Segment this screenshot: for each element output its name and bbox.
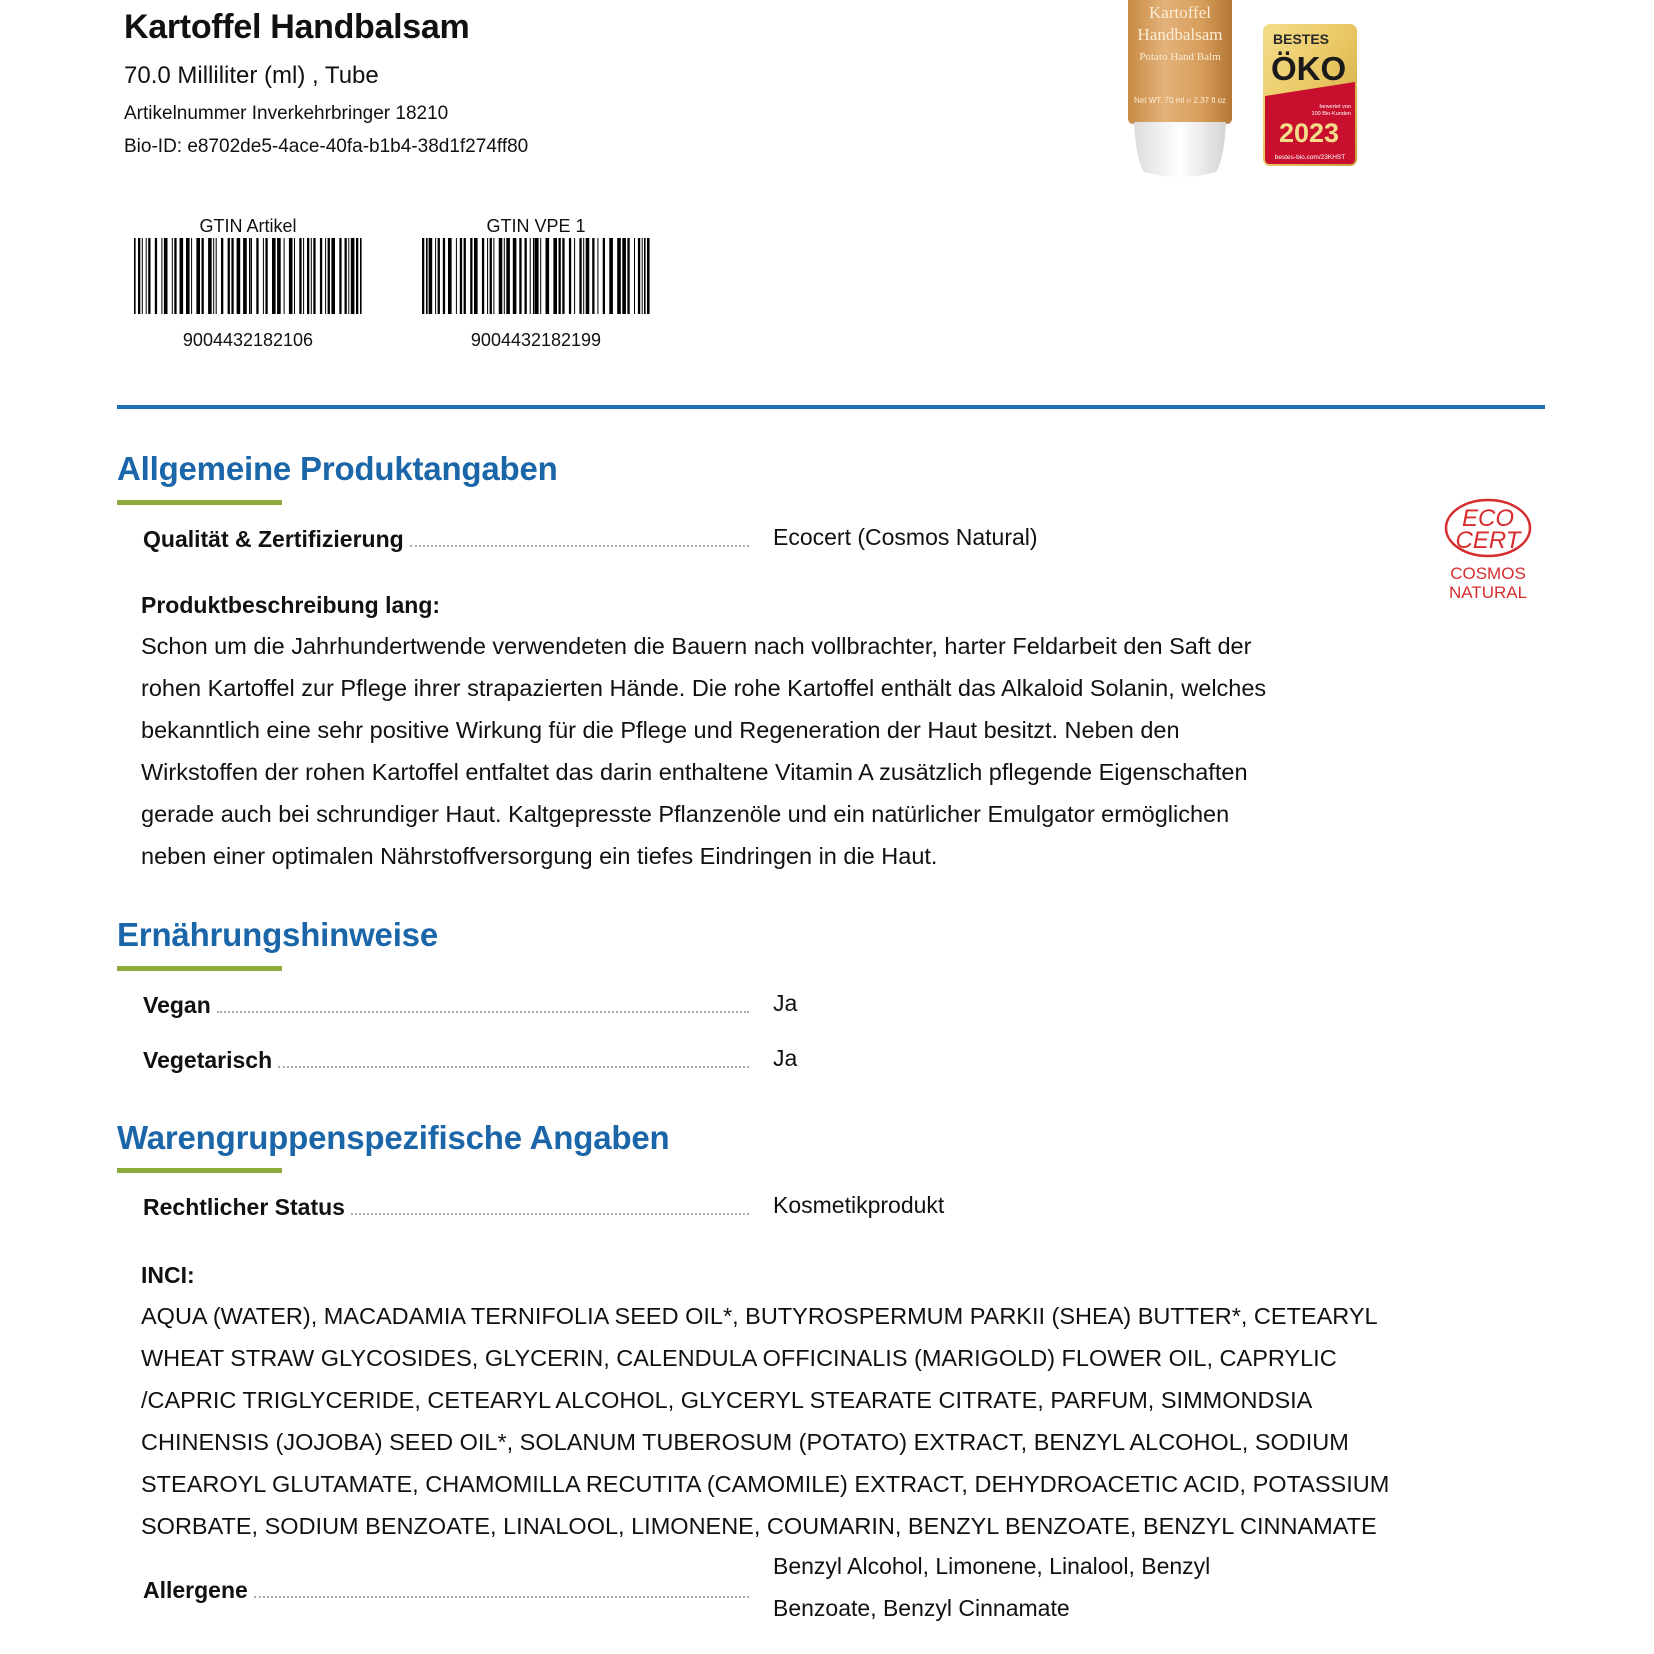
barcode-bar — [277, 238, 281, 314]
barcode-bar — [535, 238, 537, 314]
bestes-oeko-award-badge — [1263, 24, 1357, 166]
barcode-image — [134, 238, 362, 314]
product-title: Kartoffel Handbalsam — [124, 8, 470, 46]
barcode-bar — [180, 238, 184, 314]
barcode-bar — [579, 238, 581, 314]
dot-leader — [351, 1213, 749, 1215]
barcode-bar — [231, 238, 233, 314]
barcode-bar — [627, 238, 629, 314]
barcode-bar — [553, 238, 557, 314]
text-line: SORBATE, SODIUM BENZOATE, LINALOOL, LIMONENE, COUMARIN, BENZYL BENZOATE, BENZYL CINNAMATE — [141, 1513, 1377, 1539]
barcode-bar — [525, 238, 527, 314]
ecocert-logo — [1440, 498, 1536, 608]
barcode-bar — [320, 238, 322, 314]
product-size: 70.0 Milliliter (ml) , Tube — [124, 62, 379, 89]
barcode-bar — [487, 238, 488, 314]
barcode-bar — [470, 238, 472, 314]
barcode-bar — [530, 238, 531, 314]
barcode-bar — [134, 238, 136, 314]
field-vegetarian — [143, 1041, 749, 1073]
barcode-bar — [155, 238, 157, 314]
text-line: rohen Kartoffel zur Pflege ihrer strapazierten Hände. Die rohe Kartoffel enthält das Alkaloid Solanin, welches — [141, 675, 1267, 701]
barcode-bar — [360, 238, 362, 314]
barcode-bar — [331, 238, 335, 314]
field-label: Allergene — [143, 1577, 248, 1603]
field-label: Qualität & Zertifizierung — [143, 526, 404, 552]
barcode-bar — [289, 238, 293, 314]
award-text-3: bewertet von — [1319, 104, 1351, 110]
barcode-bar — [299, 238, 301, 314]
value-allergens — [773, 1545, 1210, 1629]
barcode-bar — [464, 238, 466, 314]
barcode-bar — [499, 238, 503, 314]
barcode-bar — [325, 238, 326, 314]
barcode-bar — [237, 238, 241, 314]
barcode-bar — [307, 238, 309, 314]
barcode-bar — [249, 238, 251, 314]
barcode-bar — [294, 238, 295, 314]
barcode-bar — [426, 238, 428, 314]
barcode-bar — [303, 238, 304, 314]
award-text-4: 100 Bio-Kunden — [1311, 111, 1351, 117]
barcode-bar — [490, 238, 492, 314]
barcode-bar — [456, 238, 457, 314]
barcode-bar — [569, 238, 571, 314]
barcode-bar — [202, 238, 204, 314]
barcode-bar — [348, 238, 349, 314]
text-line: WHEAT STRAW GLYCOSIDES, GLYCERIN, CALENDULA OFFICINALIS (MARIGOLD) FLOWER OIL, CAPRYLIC — [141, 1345, 1337, 1371]
heading-underline — [117, 500, 282, 505]
barcode-bar — [146, 238, 147, 314]
barcode-label: GTIN VPE 1 — [486, 216, 586, 236]
barcode-bar — [172, 238, 173, 314]
text-line: Benzyl Alcohol, Limonene, Linalool, Benzyl — [773, 1553, 1211, 1579]
header-divider — [117, 405, 1545, 409]
description-text — [141, 625, 1401, 877]
barcode-bar — [213, 238, 214, 314]
value-quality: Ecocert (Cosmos Natural) — [773, 524, 1038, 550]
text-line: Benzoate, Benzyl Cinnamate — [773, 1595, 1070, 1621]
inci-label: INCI: — [141, 1262, 195, 1288]
barcode-bar — [138, 238, 140, 314]
dot-leader — [278, 1066, 749, 1068]
barcode-bar — [148, 238, 150, 314]
barcode-bar — [328, 238, 330, 314]
barcode-bar — [540, 238, 541, 314]
barcode-bar — [609, 238, 613, 314]
barcode-bar — [448, 238, 452, 314]
heading-category: Warengruppenspezifische Angaben — [117, 1119, 670, 1156]
barcode-bar — [597, 238, 598, 314]
barcode-bar — [356, 238, 358, 314]
text-line: gerade auch bei schrundiger Haut. Kaltgepresste Pflanzenöle und ein natürlicher Emulgator ermöglichen — [141, 801, 1230, 827]
barcode-bar — [221, 238, 223, 314]
text-line: CHINENSIS (JOJOBA) SEED OIL*, SOLANUM TUBEROSUM (POTATO) EXTRACT, BENZYL ALCOHOL, SODIUM — [141, 1429, 1349, 1455]
barcode-bar — [345, 238, 347, 314]
bio-id: Bio-ID: e8702de5-4ace-40fa-b1b4-38d1f274ff80 — [124, 136, 529, 157]
heading-nutrition: Ernährungshinweise — [117, 916, 438, 953]
dot-leader — [217, 1011, 749, 1013]
ecocert-text-1: ECO — [1461, 505, 1515, 532]
barcode-bar — [186, 238, 190, 314]
product-tube-image — [1128, 0, 1232, 178]
barcode-bar — [311, 238, 312, 314]
barcode-bar — [251, 238, 252, 314]
barcode-bar — [256, 238, 258, 314]
field-vegan — [143, 986, 749, 1018]
barcode-bar — [228, 238, 230, 314]
barcode-bar — [648, 238, 650, 314]
dot-leader — [410, 545, 749, 547]
text-line: /CAPRIC TRIGLYCERIDE, CETEARYL ALCOHOL, GLYCERYL STEARATE CITRATE, PARFUM, SIMMONDSIA — [141, 1387, 1313, 1413]
value-legal-status: Kosmetikprodukt — [773, 1192, 945, 1218]
barcode-bar — [422, 238, 424, 314]
ecocert-text-3: COSMOS — [1450, 564, 1526, 583]
barcode-bar — [313, 238, 315, 314]
barcode-bar — [435, 238, 436, 314]
barcode-bar — [562, 238, 564, 314]
text-line: AQUA (WATER), MACADAMIA TERNIFOLIA SEED OIL*, BUTYROSPERMUM PARKII (SHEA) BUTTER*, CETEARYL — [141, 1303, 1378, 1329]
barcode-image — [422, 238, 650, 314]
barcode-bar — [617, 238, 621, 314]
barcode-bar — [339, 238, 341, 314]
barcode-label: GTIN Artikel — [199, 216, 297, 236]
text-line: STEAROYL GLUTAMATE, CHAMOMILLA RECUTITA (CAMOMILE) EXTRACT, DEHYDROACETIC ACID, POTASSIUM — [141, 1471, 1390, 1497]
award-text-2: ÖKO — [1271, 50, 1347, 87]
barcode-bar — [460, 238, 462, 314]
field-legal-status — [143, 1188, 749, 1220]
barcode-bar — [504, 238, 505, 314]
barcode-bar — [559, 238, 561, 314]
barcode-bar — [429, 238, 433, 314]
barcode-bar — [647, 238, 648, 314]
barcode-number: 9004432182106 — [182, 330, 314, 350]
tube-text-2: Handbalsam — [1137, 25, 1223, 44]
barcode-bar — [284, 238, 285, 314]
barcode-bar — [438, 238, 440, 314]
barcode-bar — [351, 238, 355, 314]
barcode-bar — [533, 238, 535, 314]
barcode-bar — [537, 238, 539, 314]
dot-leader — [254, 1596, 749, 1598]
heading-underline — [117, 966, 282, 971]
inci-text — [141, 1295, 1401, 1547]
barcode-bar — [474, 238, 478, 314]
barcode-bar — [638, 238, 640, 314]
barcode-bar — [634, 238, 635, 314]
value-vegan: Ja — [773, 990, 798, 1016]
barcode-bar — [265, 238, 267, 314]
barcode-gtin-vpe1 — [416, 214, 656, 351]
heading-underline — [117, 1168, 282, 1173]
barcode-bar — [574, 238, 575, 314]
article-number: Artikelnummer Inverkehrbringer 18210 — [124, 103, 449, 124]
field-label: Rechtlicher Status — [143, 1194, 345, 1220]
text-line: Schon um die Jahrhundertwende verwendeten die Bauern nach vollbrachter, harter Feldarbeit den Saft der — [141, 633, 1252, 659]
barcode-bar — [443, 238, 445, 314]
barcode-bar — [622, 238, 626, 314]
barcode-bar — [164, 238, 168, 314]
tube-text-3: Potato Hand Balm — [1139, 51, 1221, 63]
barcode-bar — [142, 238, 143, 314]
barcode-bar — [642, 238, 643, 314]
ecocert-text-2: CERT — [1455, 527, 1521, 554]
barcode-bar — [482, 238, 484, 314]
heading-general: Allgemeine Produktangaben — [117, 450, 558, 487]
award-year: 2023 — [1278, 118, 1340, 148]
barcode-bar — [263, 238, 264, 314]
field-label: Vegetarisch — [143, 1047, 273, 1073]
barcode-bar — [506, 238, 510, 314]
barcode-bar — [216, 238, 217, 314]
tube-text-4: Net WT. 70 ml ℮ 2.37 fl oz — [1134, 96, 1226, 105]
field-quality — [143, 520, 749, 552]
text-line: bekanntlich eine sehr positive Wirkung für die Pflege und Regeneration der Haut besitzt. Neben den — [141, 717, 1180, 743]
barcode-bar — [174, 238, 176, 314]
barcode-bar — [161, 238, 162, 314]
value-vegetarian: Ja — [773, 1045, 798, 1071]
barcode-bar — [644, 238, 646, 314]
award-text-1: BESTES — [1273, 31, 1330, 47]
barcode-gtin-article — [128, 214, 368, 351]
barcode-bar — [519, 238, 521, 314]
tube-text-1: Kartoffel — [1149, 3, 1211, 22]
barcode-bar — [191, 238, 192, 314]
barcode-bar — [546, 238, 550, 314]
barcode-bar — [493, 238, 494, 314]
barcode-number: 9004432182199 — [470, 330, 602, 350]
barcode-bar — [592, 238, 594, 314]
description-label: Produktbeschreibung lang: — [141, 592, 441, 618]
text-line: neben einer optimalen Nährstoffversorgung ein tiefes Eindringen in die Haut. — [141, 843, 938, 869]
barcode-bar — [513, 238, 517, 314]
barcode-bar — [586, 238, 590, 314]
text-line: Wirkstoffen der rohen Kartoffel entfaltet das darin enthaltene Vitamin A zusätzlich pflegende Eigenschaften — [141, 759, 1248, 785]
barcode-bar — [245, 238, 247, 314]
field-allergens — [143, 1571, 749, 1603]
field-label: Vegan — [143, 992, 211, 1018]
barcode-bar — [196, 238, 200, 314]
barcode-bar — [603, 238, 605, 314]
barcode-bar — [272, 238, 276, 314]
award-url: bestes-bio.com/23KHST — [1274, 154, 1346, 161]
barcode-bar — [208, 238, 212, 314]
barcode-bar — [583, 238, 584, 314]
ecocert-text-4: NATURAL — [1448, 583, 1528, 602]
